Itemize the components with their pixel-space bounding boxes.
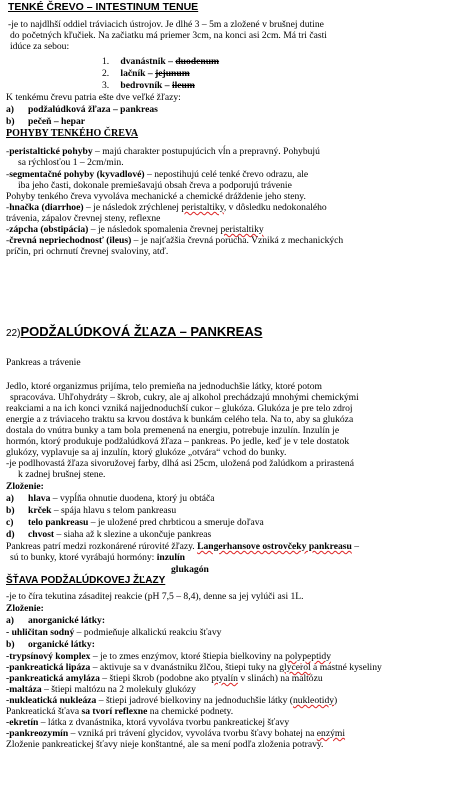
glands-intro: K tenkému črevu patria ešte dve veľké žľazy: <box>6 92 181 103</box>
pancreas-para-line: reakciami a na ich konci vzniká najjednoduchší cukor – glukóza. Glukóza je pre telo zdroj <box>6 403 353 414</box>
section-title-small-intestine: TENKÉ ČREVO – INTESTINUM TENUE <box>8 1 199 13</box>
movement-peristaltic-speed: sa rýchlosťou 1 – 2cm/min. <box>18 157 124 168</box>
juice-reflex-line: Pankreatická šťava sa tvorí reflexne na chemické podnety. <box>6 706 234 717</box>
pancreas-part-body: c) telo pankreasu – je uložené pred chrbticou a smeruje doľava <box>6 517 264 528</box>
pancreas-composition-title: Zloženie: <box>6 481 44 492</box>
movement-stimulus: Pohyby tenkého čreva vyvoláva mechanické a chemické dráždenie jeho steny. <box>6 191 306 202</box>
juice-inorganic-item: - uhličitan sodný – podmieňuje alkalickú reakciu šťavy <box>6 627 222 638</box>
pancreas-para-line: glukózy, vyplavuje sa aj inzulín, ktorý glukóze „otvára“ vchod do bunky. <box>6 447 287 458</box>
pancreas-para-line: Jedlo, ktoré organizmus prijíma, telo premieňa na jednoduchšie látky, ktoré potom <box>6 381 322 392</box>
movement-segmental: -segmentačné pohyby (kyvadlové) – nepostihujú celé tenké črevo odrazu, ale <box>6 169 309 180</box>
intro-line-2: do početných kľučiek. Na začiatku má priemer 3cm, na konci asi 2cm. Má tri časti <box>10 30 327 41</box>
hormone-glucagon: glukagón <box>171 564 209 575</box>
juice-description: -je to číra tekutina zásaditej reakcie (pH 7,5 – 8,4), denne sa jej vylúči asi 1L. <box>6 591 304 602</box>
pancreas-part-head: a) hlava – vypĺňa ohnutie duodena, ktorý ju obtáča <box>6 493 215 504</box>
pancreas-hormones-line: sú to bunky, ktoré vyrábajú hormóny: inzulín <box>10 552 185 563</box>
gland-item-pancreas: a) podžalúdková žľaza – pankreas <box>6 104 158 115</box>
juice-organic-maltase: -maltáza – štiepi maltózu na 2 molekuly glukózy <box>6 684 196 695</box>
pancreas-para-line: -je podlhovastá žľaza sivoružovej farby, dlhá asi 25cm, uložená pod žalúdkom a prirastená <box>6 458 354 469</box>
pancreas-part-tail: d) chvost – siaha až k slezine a ukončuje pankreas <box>6 529 212 540</box>
part-item-ileum: 3. bedrovník – ileum <box>102 80 195 91</box>
juice-organic-heading: b) organické látky: <box>6 639 95 650</box>
juice-secretin-line: -ekretín – látka z dvanástnika, ktorá vyvoláva tvorbu pankreatickej šťavy <box>6 717 290 728</box>
pancreas-part-neck: b) krček – spája hlavu s telom pankreasu <box>6 505 177 516</box>
pancreas-para-line: energie a z tráviaceho traktu sa krvou dostáva k bunkám celého tela. Na to, aby sa glukóza <box>6 414 354 425</box>
disorder-constipation: -zápcha (obstipácia) – je následok spomalenia črevnej peristaltiky <box>6 224 264 235</box>
part-name: dvanástnik <box>120 56 166 67</box>
part-latin: duodenum <box>175 56 220 67</box>
part-item-jejunum: 2. lačník – jejunum <box>102 68 190 79</box>
pancreas-endocrine-line: Pankreas patrí medzi rozkonárené rúrovité žľazy. Langerhansove ostrovčeky pankreasu – <box>6 541 360 552</box>
intro-line-1: -je to najdlhší oddiel tráviacich ústrojov. Je dlhé 3 – 5m a zložené v brušnej dutine <box>8 19 324 30</box>
pancreas-para-line: hormón, ktorý produkuje podžalúdková žľaza – pankreas. Po jedle, keď je v tele dostatok <box>6 436 350 447</box>
part-latin: ileum <box>171 80 195 91</box>
intro-line-3: idúce za sebou: <box>10 41 70 52</box>
pancreas-subtitle: Pankreas a trávenie <box>6 357 81 368</box>
pancreas-para-line: dostala do vnútra bunky a tam bola premenená na energiu, potrebuje inzulín. Inzulín je <box>6 425 340 436</box>
pancreas-para-line: k zadnej brušnej stene. <box>18 469 106 480</box>
disorder-ileus: -črevná nepriechodnosť (ileus) – je najťažšia črevná porucha. Vzniká z mechanických <box>6 235 344 246</box>
section-title-intestine-movements: POHYBY TENKÉHO ČREVA <box>6 128 139 139</box>
juice-organic-nuclease: -nukleatická nukleáza – štiepi jadrové bielkoviny na jednoduchšie látky (nukleotidy) <box>6 695 338 706</box>
juice-organic-lipase: -pankreatická lipáza – aktivuje sa v dvanástniku žlčou, štiepi tuky na glycerol a mastné kyseliny <box>6 662 382 673</box>
part-number: 1. <box>102 56 110 67</box>
section-title-pancreas: 22)PODŽALÚDKOVÁ ŽĽAZA – PANKREAS <box>6 324 263 339</box>
disorder-diarrhea: -hnačka (diarrhoe) – je následok zrýchlenej peristaltiky, v dôsledku nedokonalého <box>6 202 327 213</box>
juice-organic-trypsin: -trypsínový komplex – je to zmes enzýmov, ktoré štiepia bielkoviny na polypeptidy <box>6 651 331 662</box>
part-name: bedrovník <box>120 80 163 91</box>
juice-pancreozymin-line: -pankreozymín – vzniká pri trávení glycidov, vyvoláva tvorbu šťavy bohatej na enzými <box>6 728 346 739</box>
part-number: 2. <box>102 68 110 79</box>
disorder-diarrhea-detail: trávenia, zápalov črevnej steny, reflexne <box>6 213 161 224</box>
juice-inorganic-heading: a) anorganické látky: <box>6 615 106 626</box>
part-name: lačník <box>120 68 146 79</box>
pancreas-para-line: spracováva. Uhľohydráty – škrob, cukry, ale aj alkohol prechádzajú mnohými chemickými <box>10 392 359 403</box>
juice-composition-title: Zloženie: <box>6 603 44 614</box>
part-item-duodenum: 1. dvanástnik – duodenum <box>102 56 220 67</box>
juice-composition-variability: Zloženie pankreatickej šťavy nieje konštantné, ale sa mení podľa zloženia potravy. <box>6 739 324 750</box>
part-latin: jejunum <box>155 68 190 79</box>
part-number: 3. <box>102 80 110 91</box>
disorder-ileus-detail: príčin, pri ochrnutí črevnej svaloviny, atď. <box>6 246 169 257</box>
juice-organic-amylase: -pankreatická amyláza – štiepi škrob (podobne ako ptyalín v slinách) na maltózu <box>6 673 323 684</box>
section-title-pancreatic-juice: ŠŤAVA PODŽALÚDKOVEJ ŽĽAZY <box>6 575 166 586</box>
movement-peristaltic: -peristaltické pohyby – majú charakter postupujúcich vĺn a prepravný. Pohybujú <box>6 146 320 157</box>
gland-item-liver: b) pečeň – hepar <box>6 116 86 127</box>
movement-segmental-detail: iba jeho časti, dokonale premiešavajú obsah čreva a podporujú trávenie <box>18 180 292 191</box>
